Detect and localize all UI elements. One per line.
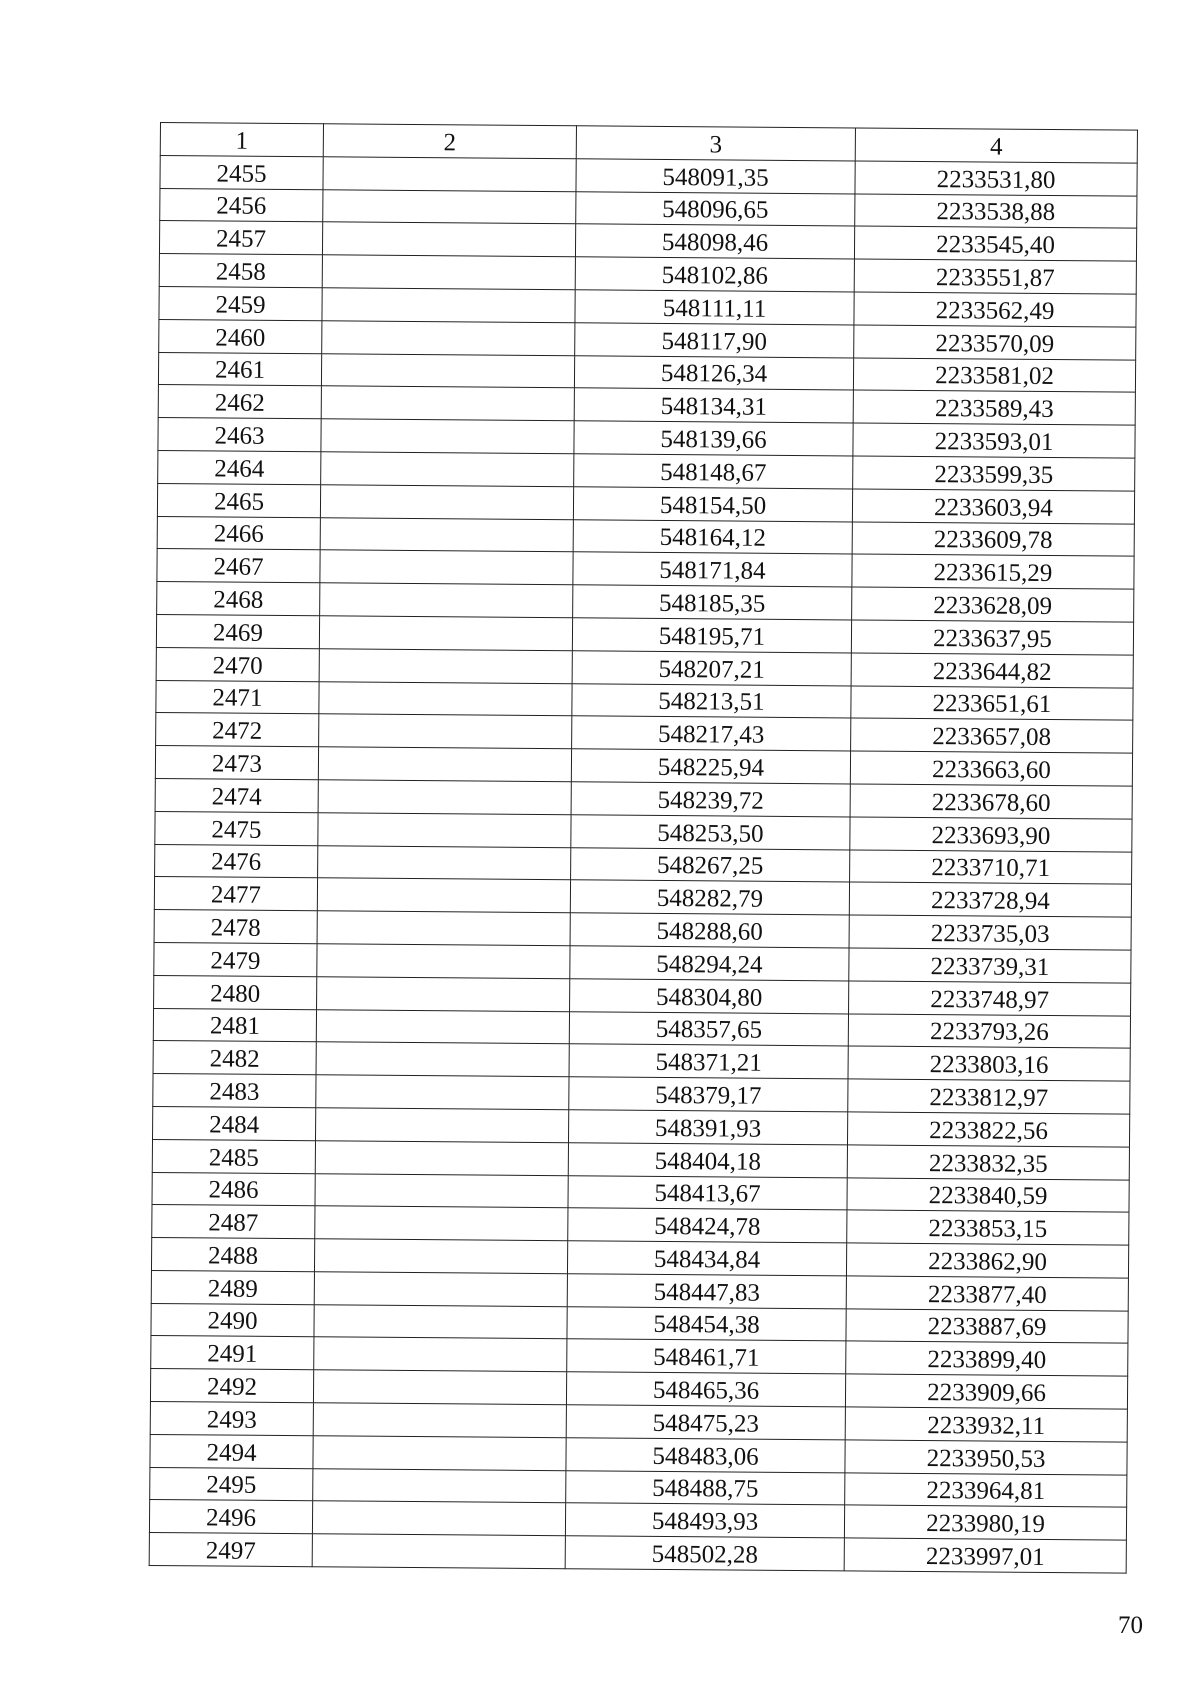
x-coordinate-cell: 548213,51 xyxy=(572,683,851,718)
x-coordinate-cell: 548195,71 xyxy=(572,618,851,653)
point-number-cell: 2486 xyxy=(152,1172,315,1206)
y-coordinate-cell: 2233735,03 xyxy=(849,915,1131,950)
x-coordinate-cell: 548465,36 xyxy=(566,1372,845,1407)
y-coordinate-cell: 2233728,94 xyxy=(849,882,1131,917)
x-coordinate-cell: 548111,11 xyxy=(575,290,854,325)
point-number-cell: 2482 xyxy=(153,1041,316,1075)
y-coordinate-cell: 2233840,59 xyxy=(847,1177,1129,1212)
x-coordinate-cell: 548098,46 xyxy=(575,224,854,259)
y-coordinate-cell: 2233545,40 xyxy=(854,226,1136,261)
point-number-cell: 2465 xyxy=(157,483,320,517)
description-cell xyxy=(321,452,574,487)
point-number-cell: 2458 xyxy=(159,254,322,288)
y-coordinate-cell: 2233644,82 xyxy=(851,653,1133,688)
point-number-cell: 2469 xyxy=(156,614,319,648)
page-number: 70 xyxy=(1118,1612,1143,1639)
description-cell xyxy=(321,419,574,454)
x-coordinate-cell: 548185,35 xyxy=(573,585,852,620)
y-coordinate-cell: 2233551,87 xyxy=(854,259,1136,294)
column-header-2: 2 xyxy=(323,124,576,159)
x-coordinate-cell: 548434,84 xyxy=(567,1241,846,1276)
point-number-cell: 2487 xyxy=(152,1205,315,1239)
point-number-cell: 2474 xyxy=(155,778,318,812)
point-number-cell: 2475 xyxy=(155,811,318,845)
point-number-cell: 2481 xyxy=(153,1008,316,1042)
description-cell xyxy=(323,189,576,224)
point-number-cell: 2479 xyxy=(154,942,317,976)
point-number-cell: 2485 xyxy=(152,1139,315,1173)
x-coordinate-cell: 548371,21 xyxy=(569,1044,848,1079)
y-coordinate-cell: 2233562,49 xyxy=(854,292,1136,327)
description-cell xyxy=(314,1304,567,1339)
x-coordinate-cell: 548134,31 xyxy=(574,388,853,423)
description-cell xyxy=(313,1370,566,1405)
description-cell xyxy=(319,649,572,684)
description-cell xyxy=(319,714,572,749)
description-cell xyxy=(319,681,572,716)
point-number-cell: 2484 xyxy=(153,1106,316,1140)
y-coordinate-cell: 2233950,53 xyxy=(845,1440,1127,1475)
x-coordinate-cell: 548357,65 xyxy=(569,1011,848,1046)
y-coordinate-cell: 2233628,09 xyxy=(852,587,1134,622)
x-coordinate-cell: 548379,17 xyxy=(569,1077,848,1112)
description-cell xyxy=(320,550,573,585)
point-number-cell: 2480 xyxy=(154,975,317,1009)
x-coordinate-cell: 548207,21 xyxy=(572,651,851,686)
description-cell xyxy=(317,944,570,979)
y-coordinate-cell: 2233980,19 xyxy=(844,1505,1126,1540)
description-cell xyxy=(322,222,575,257)
y-coordinate-cell: 2233877,40 xyxy=(846,1276,1128,1311)
description-cell xyxy=(316,1108,569,1143)
point-number-cell: 2489 xyxy=(151,1270,314,1304)
y-coordinate-cell: 2233663,60 xyxy=(850,751,1132,786)
x-coordinate-cell: 548502,28 xyxy=(565,1536,844,1571)
description-cell xyxy=(319,616,572,651)
description-cell xyxy=(313,1436,566,1471)
y-coordinate-cell: 2233651,61 xyxy=(851,685,1133,720)
y-coordinate-cell: 2233909,66 xyxy=(845,1374,1127,1409)
description-cell xyxy=(322,255,575,290)
column-header-1: 1 xyxy=(160,123,323,157)
y-coordinate-cell: 2233822,56 xyxy=(847,1112,1129,1147)
y-coordinate-cell: 2233570,09 xyxy=(854,325,1136,360)
point-number-cell: 2462 xyxy=(158,385,321,419)
x-coordinate-cell: 548424,78 xyxy=(568,1208,847,1243)
point-number-cell: 2470 xyxy=(156,647,319,681)
y-coordinate-cell: 2233887,69 xyxy=(846,1309,1128,1344)
y-coordinate-cell: 2233748,97 xyxy=(849,981,1131,1016)
point-number-cell: 2496 xyxy=(149,1500,312,1534)
description-cell xyxy=(317,878,570,913)
point-number-cell: 2466 xyxy=(157,516,320,550)
point-number-cell: 2463 xyxy=(158,418,321,452)
y-coordinate-cell: 2233693,90 xyxy=(850,817,1132,852)
point-number-cell: 2495 xyxy=(150,1467,313,1501)
description-cell xyxy=(316,1009,569,1044)
y-coordinate-cell: 2233581,02 xyxy=(853,358,1135,393)
description-cell xyxy=(314,1337,567,1372)
x-coordinate-cell: 548454,38 xyxy=(567,1306,846,1341)
coordinates-table xyxy=(149,122,1138,1574)
description-cell xyxy=(313,1403,566,1438)
point-number-cell: 2464 xyxy=(158,450,321,484)
x-coordinate-cell: 548391,93 xyxy=(568,1110,847,1145)
x-coordinate-cell: 548154,50 xyxy=(573,487,852,522)
description-cell xyxy=(321,386,574,421)
x-coordinate-cell: 548493,93 xyxy=(565,1503,844,1538)
point-number-cell: 2468 xyxy=(157,582,320,616)
x-coordinate-cell: 548126,34 xyxy=(574,355,853,390)
description-cell xyxy=(313,1468,566,1503)
point-number-cell: 2456 xyxy=(160,188,323,222)
x-coordinate-cell: 548253,50 xyxy=(571,814,850,849)
table-body xyxy=(149,155,1137,1573)
x-coordinate-cell: 548102,86 xyxy=(575,257,854,292)
x-coordinate-cell: 548483,06 xyxy=(566,1438,845,1473)
description-cell xyxy=(312,1501,565,1536)
y-coordinate-cell: 2233603,94 xyxy=(852,489,1134,524)
x-coordinate-cell: 548139,66 xyxy=(574,421,853,456)
table-row xyxy=(149,1533,1126,1573)
y-coordinate-cell: 2233862,90 xyxy=(846,1243,1128,1278)
x-coordinate-cell: 548404,18 xyxy=(568,1142,847,1177)
x-coordinate-cell: 548294,24 xyxy=(570,946,849,981)
y-coordinate-cell: 2233593,01 xyxy=(853,423,1135,458)
x-coordinate-cell: 548148,67 xyxy=(574,454,853,489)
point-number-cell: 2461 xyxy=(158,352,321,386)
y-coordinate-cell: 2233531,80 xyxy=(855,161,1137,196)
x-coordinate-cell: 548225,94 xyxy=(571,749,850,784)
x-coordinate-cell: 548096,65 xyxy=(576,191,855,226)
description-cell xyxy=(312,1534,565,1569)
description-cell xyxy=(317,911,570,946)
y-coordinate-cell: 2233997,01 xyxy=(844,1538,1126,1573)
description-cell xyxy=(317,976,570,1011)
x-coordinate-cell: 548282,79 xyxy=(570,880,849,915)
description-cell xyxy=(322,321,575,356)
description-cell xyxy=(316,1075,569,1110)
point-number-cell: 2473 xyxy=(155,746,318,780)
point-number-cell: 2459 xyxy=(159,286,322,320)
description-cell xyxy=(320,485,573,520)
y-coordinate-cell: 2233853,15 xyxy=(847,1210,1129,1245)
description-cell xyxy=(320,583,573,618)
y-coordinate-cell: 2233739,31 xyxy=(849,948,1131,983)
x-coordinate-cell: 548488,75 xyxy=(566,1470,845,1505)
y-coordinate-cell: 2233964,81 xyxy=(845,1473,1127,1508)
description-cell xyxy=(314,1272,567,1307)
y-coordinate-cell: 2233832,35 xyxy=(847,1145,1129,1180)
point-number-cell: 2488 xyxy=(151,1238,314,1272)
y-coordinate-cell: 2233793,26 xyxy=(848,1013,1130,1048)
y-coordinate-cell: 2233637,95 xyxy=(851,620,1133,655)
description-cell xyxy=(314,1239,567,1274)
y-coordinate-cell: 2233932,11 xyxy=(845,1407,1127,1442)
point-number-cell: 2477 xyxy=(154,877,317,911)
point-number-cell: 2497 xyxy=(149,1533,312,1567)
description-cell xyxy=(315,1173,568,1208)
y-coordinate-cell: 2233899,40 xyxy=(846,1341,1128,1376)
x-coordinate-cell: 548475,23 xyxy=(566,1405,845,1440)
point-number-cell: 2455 xyxy=(160,155,323,189)
y-coordinate-cell: 2233678,60 xyxy=(850,784,1132,819)
x-coordinate-cell: 548267,25 xyxy=(571,847,850,882)
y-coordinate-cell: 2233599,35 xyxy=(853,456,1135,491)
description-cell xyxy=(315,1206,568,1241)
point-number-cell: 2457 xyxy=(159,221,322,255)
y-coordinate-cell: 2233812,97 xyxy=(848,1079,1130,1114)
point-number-cell: 2491 xyxy=(151,1336,314,1370)
x-coordinate-cell: 548288,60 xyxy=(570,913,849,948)
point-number-cell: 2476 xyxy=(155,844,318,878)
x-coordinate-cell: 548217,43 xyxy=(572,716,851,751)
point-number-cell: 2471 xyxy=(156,680,319,714)
x-coordinate-cell: 548239,72 xyxy=(571,782,850,817)
description-cell xyxy=(315,1140,568,1175)
point-number-cell: 2494 xyxy=(150,1434,313,1468)
description-cell xyxy=(321,353,574,388)
x-coordinate-cell: 548091,35 xyxy=(576,159,855,194)
point-number-cell: 2472 xyxy=(156,713,319,747)
description-cell xyxy=(318,812,571,847)
description-cell xyxy=(318,845,571,880)
point-number-cell: 2490 xyxy=(151,1303,314,1337)
point-number-cell: 2467 xyxy=(157,549,320,583)
y-coordinate-cell: 2233615,29 xyxy=(852,554,1134,589)
x-coordinate-cell: 548447,83 xyxy=(567,1274,846,1309)
x-coordinate-cell: 548413,67 xyxy=(568,1175,847,1210)
y-coordinate-cell: 2233803,16 xyxy=(848,1046,1130,1081)
y-coordinate-cell: 2233710,71 xyxy=(850,849,1132,884)
x-coordinate-cell: 548117,90 xyxy=(575,323,854,358)
description-cell xyxy=(318,747,571,782)
x-coordinate-cell: 548171,84 xyxy=(573,552,852,587)
y-coordinate-cell: 2233609,78 xyxy=(852,522,1134,557)
description-cell xyxy=(316,1042,569,1077)
y-coordinate-cell: 2233657,08 xyxy=(851,718,1133,753)
column-header-4: 4 xyxy=(855,128,1137,163)
description-cell xyxy=(320,517,573,552)
description-cell xyxy=(318,780,571,815)
point-number-cell: 2460 xyxy=(159,319,322,353)
x-coordinate-cell: 548461,71 xyxy=(567,1339,846,1374)
point-number-cell: 2478 xyxy=(154,910,317,944)
point-number-cell: 2492 xyxy=(150,1369,313,1403)
description-cell xyxy=(322,288,575,323)
y-coordinate-cell: 2233589,43 xyxy=(853,390,1135,425)
x-coordinate-cell: 548164,12 xyxy=(573,519,852,554)
point-number-cell: 2493 xyxy=(150,1402,313,1436)
point-number-cell: 2483 xyxy=(153,1074,316,1108)
y-coordinate-cell: 2233538,88 xyxy=(855,194,1137,229)
column-header-3: 3 xyxy=(576,126,855,161)
description-cell xyxy=(323,157,576,192)
x-coordinate-cell: 548304,80 xyxy=(570,978,849,1013)
